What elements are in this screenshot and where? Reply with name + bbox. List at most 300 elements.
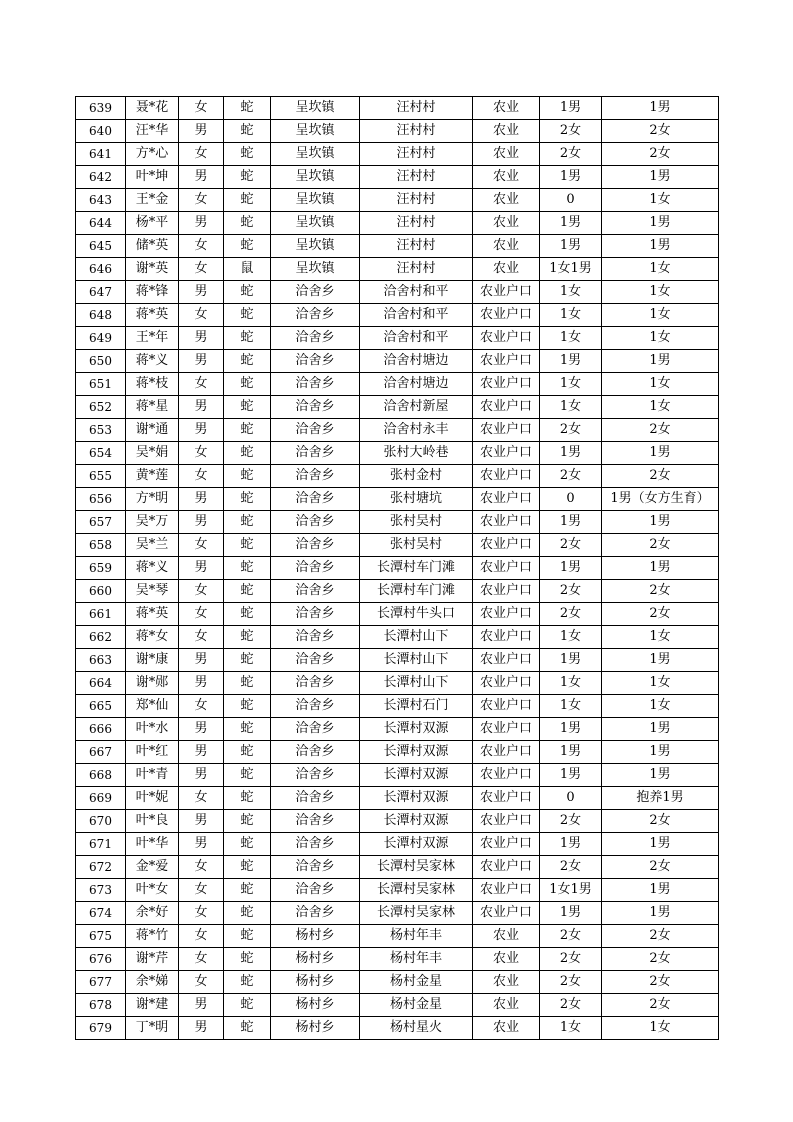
cell-household-type: 农业户口 [473,465,540,488]
cell-children-after: 1男 [602,511,719,534]
cell-name: 叶*华 [126,833,179,856]
cell-no: 642 [76,166,126,189]
cell-gender: 女 [179,787,224,810]
cell-township: 呈坎镇 [271,189,360,212]
cell-zodiac: 蛇 [224,327,271,350]
cell-zodiac: 蛇 [224,626,271,649]
table-row [76,649,719,672]
cell-children-before: 2女 [540,419,602,442]
table-row [76,810,719,833]
cell-no: 661 [76,603,126,626]
cell-name: 吴*琴 [126,580,179,603]
cell-township: 呈坎镇 [271,120,360,143]
cell-children-after: 1男 [602,902,719,925]
cell-name: 丁*明 [126,1017,179,1040]
cell-zodiac: 蛇 [224,856,271,879]
cell-village: 洽舍村和平 [360,304,473,327]
cell-name: 蒋*星 [126,396,179,419]
cell-zodiac: 蛇 [224,764,271,787]
cell-township: 洽舍乡 [271,810,360,833]
cell-no: 660 [76,580,126,603]
cell-children-after: 2女 [602,948,719,971]
cell-gender: 女 [179,373,224,396]
cell-zodiac: 蛇 [224,189,271,212]
cell-township: 杨村乡 [271,994,360,1017]
cell-name: 王*年 [126,327,179,350]
table-row [76,120,719,143]
cell-zodiac: 蛇 [224,442,271,465]
cell-village: 长潭村双源 [360,764,473,787]
cell-township: 洽舍乡 [271,626,360,649]
cell-village: 汪村村 [360,120,473,143]
cell-township: 洽舍乡 [271,557,360,580]
cell-children-before: 2女 [540,925,602,948]
table-row [76,580,719,603]
cell-children-after: 2女 [602,603,719,626]
cell-village: 张村金村 [360,465,473,488]
cell-zodiac: 蛇 [224,373,271,396]
cell-township: 洽舍乡 [271,511,360,534]
cell-no: 672 [76,856,126,879]
cell-children-before: 1女 [540,304,602,327]
cell-township: 洽舍乡 [271,672,360,695]
cell-no: 651 [76,373,126,396]
cell-children-after: 2女 [602,465,719,488]
cell-village: 长潭村吴家林 [360,879,473,902]
table-row [76,741,719,764]
cell-gender: 男 [179,764,224,787]
cell-zodiac: 蛇 [224,97,271,120]
cell-name: 谢*郧 [126,672,179,695]
cell-children-before: 1男 [540,212,602,235]
cell-no: 658 [76,534,126,557]
cell-name: 蒋*义 [126,557,179,580]
cell-children-after: 1男 [602,97,719,120]
cell-children-before: 1男 [540,649,602,672]
table-row [76,258,719,281]
cell-children-before: 1男 [540,557,602,580]
cell-children-before: 1女 [540,695,602,718]
cell-village: 洽舍村塘边 [360,350,473,373]
cell-children-before: 2女 [540,971,602,994]
records-table [75,96,719,1040]
cell-township: 洽舍乡 [271,534,360,557]
cell-children-before: 2女 [540,994,602,1017]
cell-village: 长潭村山下 [360,672,473,695]
cell-gender: 女 [179,442,224,465]
cell-gender: 女 [179,143,224,166]
table-row [76,396,719,419]
cell-no: 674 [76,902,126,925]
table-row [76,534,719,557]
cell-gender: 男 [179,649,224,672]
cell-zodiac: 蛇 [224,994,271,1017]
cell-township: 洽舍乡 [271,695,360,718]
cell-no: 654 [76,442,126,465]
cell-village: 长潭村车门滩 [360,557,473,580]
table-row [76,787,719,810]
cell-village: 汪村村 [360,143,473,166]
cell-village: 洽舍村和平 [360,327,473,350]
cell-township: 洽舍乡 [271,580,360,603]
cell-household-type: 农业 [473,120,540,143]
cell-children-after: 1男 [602,442,719,465]
cell-children-before: 1男 [540,442,602,465]
cell-children-before: 0 [540,488,602,511]
cell-township: 杨村乡 [271,1017,360,1040]
cell-zodiac: 蛇 [224,718,271,741]
cell-village: 长潭村双源 [360,787,473,810]
cell-household-type: 农业 [473,258,540,281]
cell-name: 蒋*竹 [126,925,179,948]
cell-children-before: 2女 [540,534,602,557]
cell-name: 黄*莲 [126,465,179,488]
cell-village: 长潭村双源 [360,718,473,741]
cell-children-after: 2女 [602,856,719,879]
cell-gender: 女 [179,695,224,718]
cell-household-type: 农业 [473,994,540,1017]
cell-village: 汪村村 [360,258,473,281]
cell-no: 670 [76,810,126,833]
cell-children-after: 1女 [602,281,719,304]
table-row [76,304,719,327]
cell-household-type: 农业户口 [473,787,540,810]
table-row [76,833,719,856]
cell-children-before: 1男 [540,511,602,534]
cell-no: 663 [76,649,126,672]
cell-no: 675 [76,925,126,948]
cell-gender: 男 [179,810,224,833]
cell-township: 洽舍乡 [271,879,360,902]
cell-zodiac: 蛇 [224,649,271,672]
cell-gender: 男 [179,557,224,580]
table-row [76,603,719,626]
cell-village: 洽舍村永丰 [360,419,473,442]
cell-name: 叶*良 [126,810,179,833]
cell-name: 叶*青 [126,764,179,787]
cell-children-before: 1女 [540,626,602,649]
cell-no: 645 [76,235,126,258]
cell-household-type: 农业户口 [473,488,540,511]
cell-household-type: 农业 [473,1017,540,1040]
cell-name: 余*好 [126,902,179,925]
table-row [76,695,719,718]
cell-name: 蒋*英 [126,603,179,626]
cell-children-after: 2女 [602,419,719,442]
cell-no: 655 [76,465,126,488]
cell-children-before: 1男 [540,718,602,741]
table-row [76,879,719,902]
cell-name: 蒋*枝 [126,373,179,396]
cell-gender: 女 [179,580,224,603]
cell-household-type: 农业 [473,212,540,235]
cell-name: 汪*华 [126,120,179,143]
cell-children-after: 1女 [602,327,719,350]
cell-name: 吴*万 [126,511,179,534]
cell-township: 杨村乡 [271,925,360,948]
cell-household-type: 农业户口 [473,902,540,925]
cell-no: 648 [76,304,126,327]
table-body [76,97,719,1040]
cell-children-after: 1男 [602,166,719,189]
cell-township: 呈坎镇 [271,212,360,235]
cell-village: 汪村村 [360,166,473,189]
cell-household-type: 农业户口 [473,741,540,764]
cell-household-type: 农业户口 [473,511,540,534]
cell-household-type: 农业 [473,235,540,258]
cell-children-after: 1男 [602,718,719,741]
cell-name: 方*明 [126,488,179,511]
cell-zodiac: 蛇 [224,948,271,971]
cell-no: 664 [76,672,126,695]
cell-children-before: 1男 [540,833,602,856]
cell-name: 吴*娟 [126,442,179,465]
cell-zodiac: 蛇 [224,396,271,419]
cell-village: 长潭村车门滩 [360,580,473,603]
table-row [76,511,719,534]
cell-children-after: 1女 [602,396,719,419]
cell-township: 洽舍乡 [271,902,360,925]
cell-gender: 女 [179,97,224,120]
cell-name: 蒋*英 [126,304,179,327]
cell-village: 张村吴村 [360,511,473,534]
cell-children-after: 1女 [602,626,719,649]
cell-township: 洽舍乡 [271,856,360,879]
cell-zodiac: 蛇 [224,511,271,534]
cell-household-type: 农业户口 [473,534,540,557]
cell-name: 储*英 [126,235,179,258]
cell-village: 杨村金星 [360,971,473,994]
cell-gender: 男 [179,281,224,304]
cell-zodiac: 蛇 [224,695,271,718]
cell-household-type: 农业户口 [473,764,540,787]
cell-children-before: 1女 [540,1017,602,1040]
cell-gender: 男 [179,511,224,534]
cell-children-after: 1男 [602,557,719,580]
cell-gender: 男 [179,833,224,856]
cell-no: 678 [76,994,126,1017]
cell-gender: 男 [179,741,224,764]
cell-township: 洽舍乡 [271,649,360,672]
cell-name: 金*爱 [126,856,179,879]
table-row [76,764,719,787]
table-row [76,166,719,189]
cell-no: 639 [76,97,126,120]
table-row [76,97,719,120]
table-row [76,281,719,304]
cell-children-after: 1男 [602,741,719,764]
cell-household-type: 农业户口 [473,396,540,419]
cell-household-type: 农业户口 [473,350,540,373]
cell-zodiac: 蛇 [224,833,271,856]
cell-no: 653 [76,419,126,442]
cell-township: 洽舍乡 [271,787,360,810]
table-row [76,419,719,442]
cell-household-type: 农业 [473,166,540,189]
cell-children-after: 1男 [602,649,719,672]
cell-no: 659 [76,557,126,580]
cell-household-type: 农业户口 [473,879,540,902]
table-row [76,1017,719,1040]
cell-name: 聂*花 [126,97,179,120]
cell-no: 644 [76,212,126,235]
cell-children-after: 1女 [602,189,719,212]
cell-zodiac: 蛇 [224,419,271,442]
cell-children-before: 2女 [540,580,602,603]
cell-household-type: 农业户口 [473,649,540,672]
cell-household-type: 农业户口 [473,626,540,649]
cell-name: 方*心 [126,143,179,166]
cell-township: 洽舍乡 [271,741,360,764]
cell-household-type: 农业户口 [473,419,540,442]
cell-children-after: 2女 [602,994,719,1017]
cell-gender: 女 [179,626,224,649]
cell-children-before: 1男 [540,350,602,373]
cell-zodiac: 蛇 [224,557,271,580]
cell-name: 叶*女 [126,879,179,902]
cell-gender: 男 [179,994,224,1017]
cell-name: 王*金 [126,189,179,212]
cell-no: 657 [76,511,126,534]
cell-village: 长潭村吴家林 [360,902,473,925]
cell-township: 洽舍乡 [271,396,360,419]
cell-no: 667 [76,741,126,764]
cell-gender: 男 [179,419,224,442]
cell-zodiac: 蛇 [224,741,271,764]
cell-children-before: 2女 [540,120,602,143]
cell-zodiac: 蛇 [224,350,271,373]
cell-gender: 女 [179,856,224,879]
cell-children-after: 2女 [602,810,719,833]
cell-gender: 女 [179,189,224,212]
cell-name: 谢*通 [126,419,179,442]
cell-no: 668 [76,764,126,787]
cell-no: 647 [76,281,126,304]
cell-zodiac: 蛇 [224,166,271,189]
cell-township: 洽舍乡 [271,465,360,488]
cell-household-type: 农业户口 [473,327,540,350]
cell-no: 649 [76,327,126,350]
cell-name: 叶*坤 [126,166,179,189]
cell-name: 谢*康 [126,649,179,672]
cell-township: 呈坎镇 [271,235,360,258]
cell-children-after: 2女 [602,534,719,557]
cell-village: 张村塘坑 [360,488,473,511]
cell-zodiac: 蛇 [224,925,271,948]
cell-no: 643 [76,189,126,212]
cell-household-type: 农业户口 [473,557,540,580]
cell-no: 671 [76,833,126,856]
cell-zodiac: 蛇 [224,488,271,511]
cell-village: 长潭村牛头口 [360,603,473,626]
cell-no: 641 [76,143,126,166]
cell-gender: 男 [179,718,224,741]
cell-village: 杨村金星 [360,994,473,1017]
cell-gender: 男 [179,166,224,189]
cell-children-after: 1男（女方生育） [602,488,719,511]
cell-name: 谢*建 [126,994,179,1017]
cell-no: 656 [76,488,126,511]
cell-village: 杨村年丰 [360,925,473,948]
cell-name: 杨*平 [126,212,179,235]
cell-village: 长潭村山下 [360,649,473,672]
cell-gender: 男 [179,327,224,350]
cell-township: 洽舍乡 [271,419,360,442]
cell-household-type: 农业户口 [473,810,540,833]
table-row [76,350,719,373]
cell-no: 652 [76,396,126,419]
cell-township: 洽舍乡 [271,442,360,465]
cell-gender: 男 [179,488,224,511]
cell-household-type: 农业 [473,971,540,994]
cell-household-type: 农业 [473,189,540,212]
cell-no: 640 [76,120,126,143]
cell-township: 洽舍乡 [271,488,360,511]
cell-no: 646 [76,258,126,281]
table-row [76,672,719,695]
cell-household-type: 农业户口 [473,281,540,304]
cell-gender: 男 [179,350,224,373]
cell-gender: 女 [179,258,224,281]
cell-household-type: 农业户口 [473,856,540,879]
table-row [76,373,719,396]
cell-children-after: 2女 [602,925,719,948]
cell-township: 呈坎镇 [271,166,360,189]
table-row [76,856,719,879]
cell-children-before: 1女 [540,396,602,419]
table-row [76,465,719,488]
cell-zodiac: 蛇 [224,787,271,810]
cell-township: 洽舍乡 [271,327,360,350]
cell-household-type: 农业户口 [473,718,540,741]
cell-household-type: 农业户口 [473,304,540,327]
table-row [76,557,719,580]
cell-zodiac: 蛇 [224,580,271,603]
cell-name: 蒋*女 [126,626,179,649]
cell-zodiac: 蛇 [224,603,271,626]
table-row [76,235,719,258]
cell-children-after: 抱养1男 [602,787,719,810]
cell-zodiac: 蛇 [224,304,271,327]
cell-household-type: 农业户口 [473,695,540,718]
cell-children-after: 1男 [602,879,719,902]
cell-no: 677 [76,971,126,994]
cell-township: 洽舍乡 [271,764,360,787]
cell-township: 呈坎镇 [271,258,360,281]
cell-gender: 女 [179,925,224,948]
cell-name: 蒋*义 [126,350,179,373]
table-row [76,442,719,465]
cell-children-before: 1女 [540,281,602,304]
cell-zodiac: 蛇 [224,281,271,304]
cell-household-type: 农业户口 [473,672,540,695]
cell-zodiac: 蛇 [224,143,271,166]
cell-zodiac: 蛇 [224,534,271,557]
cell-gender: 男 [179,672,224,695]
cell-gender: 女 [179,971,224,994]
cell-village: 汪村村 [360,212,473,235]
cell-township: 洽舍乡 [271,350,360,373]
cell-village: 汪村村 [360,189,473,212]
cell-gender: 女 [179,603,224,626]
cell-village: 洽舍村和平 [360,281,473,304]
cell-zodiac: 蛇 [224,879,271,902]
cell-no: 650 [76,350,126,373]
cell-township: 洽舍乡 [271,833,360,856]
cell-village: 汪村村 [360,97,473,120]
cell-household-type: 农业 [473,97,540,120]
cell-township: 杨村乡 [271,948,360,971]
